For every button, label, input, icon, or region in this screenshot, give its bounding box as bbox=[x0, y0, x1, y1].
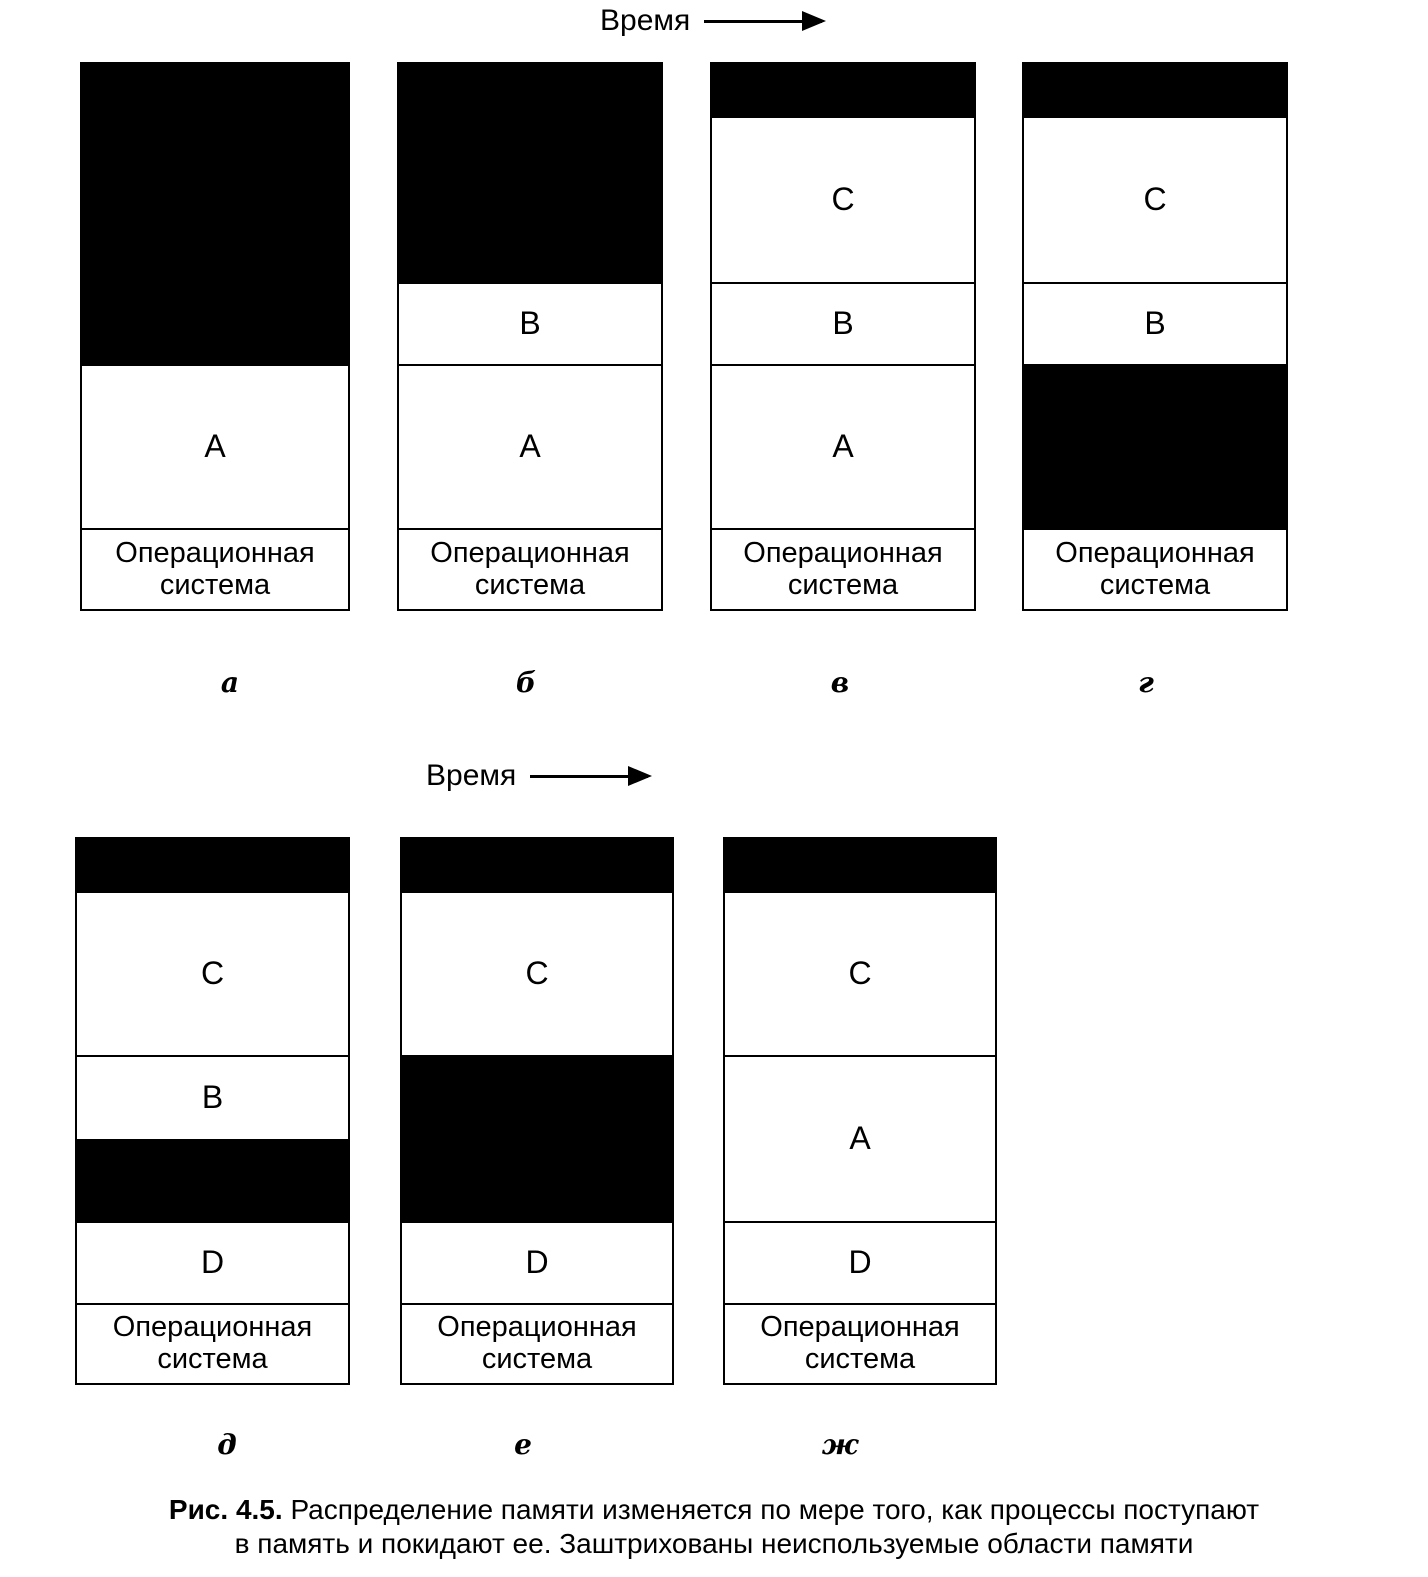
free-memory-block bbox=[402, 1055, 672, 1221]
time-label-text: Время bbox=[600, 4, 691, 37]
os-block bbox=[402, 1303, 672, 1383]
os-label: Операционная система bbox=[760, 1311, 960, 1375]
figure-number: Рис. 4.5. bbox=[168, 1494, 283, 1525]
panel-letter-g: г bbox=[1138, 666, 1154, 699]
process-label: D bbox=[848, 1244, 872, 1281]
process-label: A bbox=[832, 428, 854, 465]
os-block bbox=[399, 528, 661, 609]
caption-line-1 bbox=[0, 1493, 1428, 1527]
memory-column-a bbox=[80, 62, 350, 611]
process-b-block bbox=[712, 282, 974, 364]
free-memory-block bbox=[402, 839, 672, 891]
caption-line-2: в память и покидают ее. Заштрихованы неиспользуемые области памяти bbox=[234, 1528, 1194, 1559]
os-block bbox=[82, 528, 348, 609]
caption-text-1: Распределение памяти изменяется по мере того, как процессы поступают bbox=[290, 1494, 1260, 1525]
os-label: Операционная система bbox=[112, 1311, 313, 1375]
process-label: D bbox=[200, 1244, 225, 1281]
free-memory-block bbox=[725, 839, 995, 891]
panel-letter-b: б bbox=[515, 666, 537, 699]
memory-column-zh bbox=[723, 837, 997, 1385]
process-label: B bbox=[201, 1079, 224, 1116]
panel-letter-e: е bbox=[514, 1428, 532, 1461]
process-b-block bbox=[1024, 282, 1286, 364]
process-b-block bbox=[77, 1055, 348, 1139]
time-label-text: Время bbox=[426, 759, 517, 792]
os-block bbox=[1024, 528, 1286, 609]
panel-letter-a: а bbox=[220, 666, 240, 699]
time-arrow-bottom bbox=[426, 759, 648, 793]
os-label: Операционная система bbox=[437, 1311, 637, 1375]
memory-column-d bbox=[75, 837, 350, 1385]
process-c-block bbox=[1024, 116, 1286, 282]
process-c-block bbox=[402, 891, 672, 1055]
process-c-block bbox=[712, 116, 974, 282]
os-block bbox=[77, 1303, 348, 1383]
process-label: A bbox=[204, 428, 226, 465]
process-a-block bbox=[725, 1055, 995, 1221]
free-memory-block bbox=[77, 1139, 348, 1221]
os-block bbox=[725, 1303, 995, 1383]
process-d-block bbox=[77, 1221, 348, 1303]
free-memory-block bbox=[712, 64, 974, 116]
memory-column-b bbox=[397, 62, 663, 611]
process-label: B bbox=[519, 305, 541, 342]
figure-caption bbox=[0, 1493, 1428, 1561]
process-d-block bbox=[402, 1221, 672, 1303]
os-label: Операционная система bbox=[430, 536, 630, 601]
process-a-block bbox=[399, 364, 661, 528]
panel-letter-d: д bbox=[217, 1428, 237, 1461]
process-a-block bbox=[712, 364, 974, 528]
process-d-block bbox=[725, 1221, 995, 1303]
process-label: B bbox=[832, 305, 854, 342]
process-label: A bbox=[849, 1120, 871, 1157]
memory-column-g bbox=[1022, 62, 1288, 611]
time-arrow-icon bbox=[704, 20, 822, 23]
process-label: B bbox=[1144, 305, 1166, 342]
process-label: A bbox=[519, 428, 541, 465]
panel-letter-v: в bbox=[830, 666, 850, 699]
process-b-block bbox=[399, 282, 661, 364]
process-c-block bbox=[77, 891, 348, 1055]
process-label: D bbox=[525, 1244, 549, 1281]
free-memory-block bbox=[1024, 364, 1286, 528]
os-block bbox=[712, 528, 974, 609]
os-label: Операционная система bbox=[743, 536, 943, 601]
free-memory-block bbox=[399, 64, 661, 282]
time-arrow-icon bbox=[530, 775, 648, 778]
process-label: C bbox=[831, 181, 855, 218]
os-label: Операционная система bbox=[1055, 536, 1255, 601]
process-label: C bbox=[848, 955, 872, 992]
free-memory-block bbox=[77, 839, 348, 891]
process-a-block bbox=[82, 364, 348, 528]
panel-letter-zh: ж bbox=[821, 1428, 859, 1461]
memory-column-e bbox=[400, 837, 674, 1385]
free-memory-block bbox=[82, 64, 348, 364]
free-memory-block bbox=[1024, 64, 1286, 116]
os-label: Операционная система bbox=[115, 536, 315, 601]
process-label: C bbox=[525, 955, 549, 992]
time-arrow-top bbox=[600, 4, 822, 38]
process-label: C bbox=[1143, 181, 1167, 218]
process-label: C bbox=[200, 955, 225, 992]
memory-column-v bbox=[710, 62, 976, 611]
process-c-block bbox=[725, 891, 995, 1055]
